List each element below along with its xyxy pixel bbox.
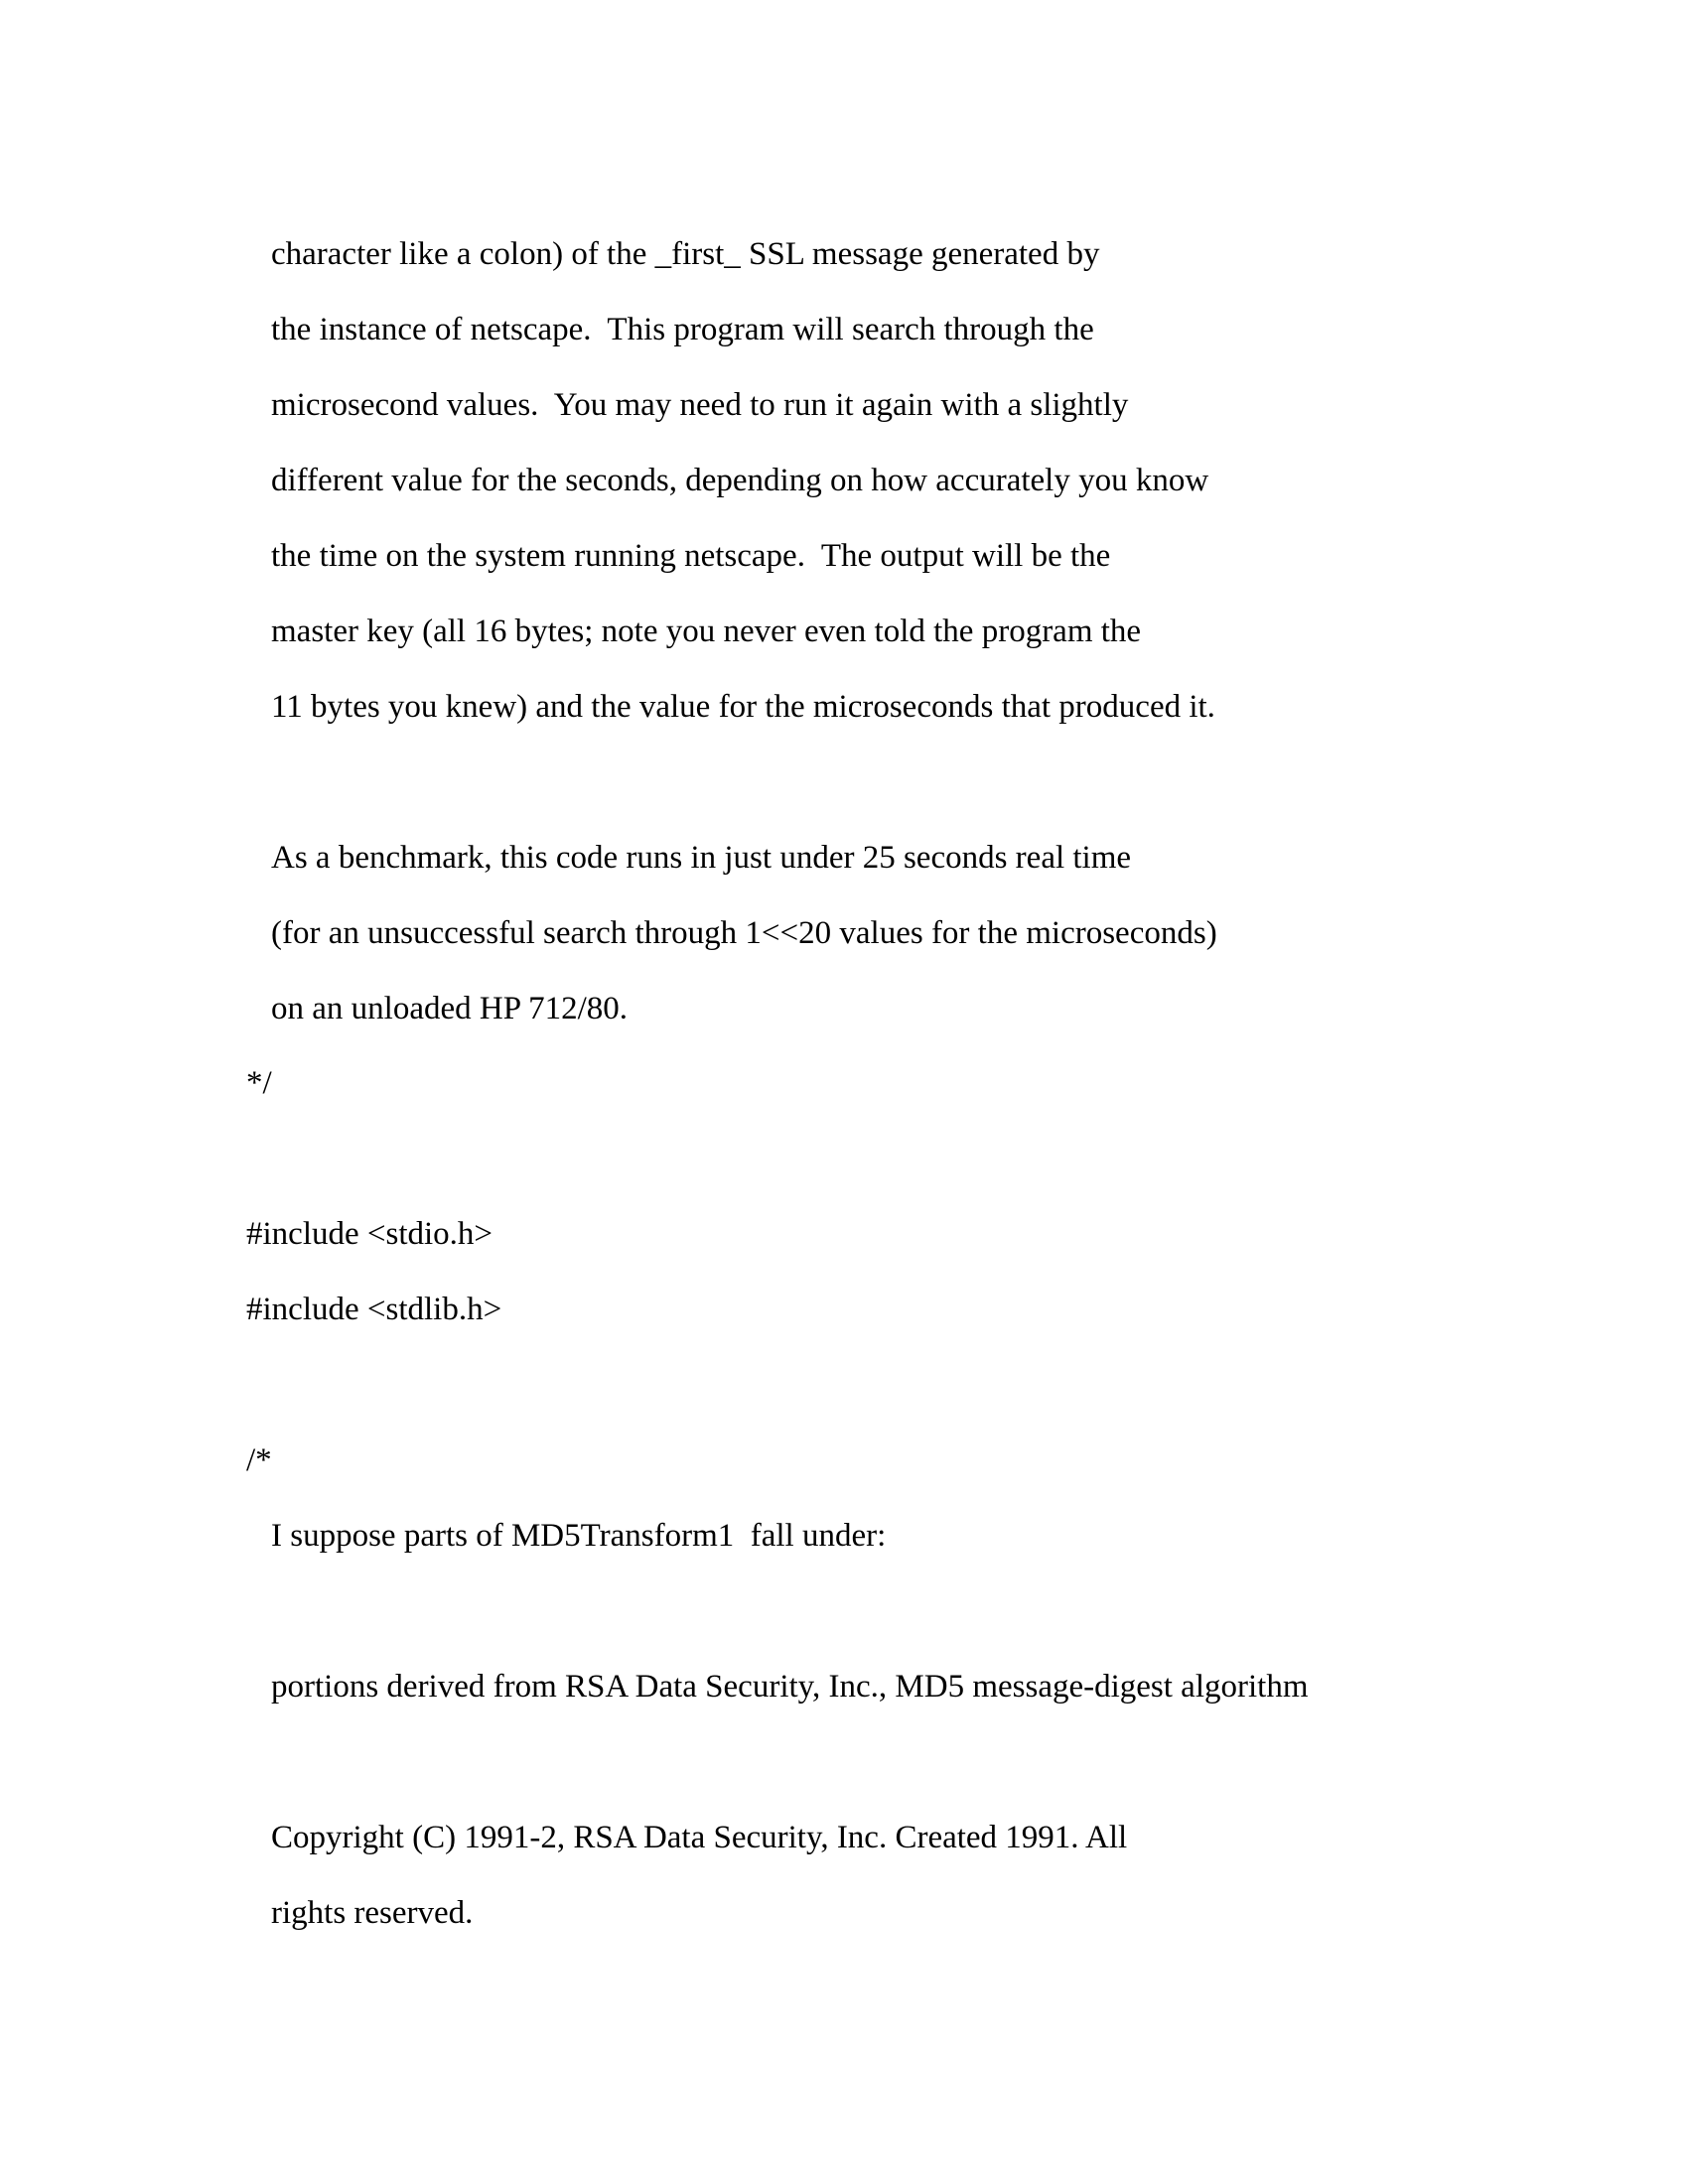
comment-body-line-1: character like a colon) of the _first_ SSL message generated by <box>271 236 1100 272</box>
benchmark-line-2: (for an unsuccessful search through 1<<20 values for the microseconds) <box>271 915 1217 951</box>
md5-note: I suppose parts of MD5Transform1 fall under: <box>271 1518 887 1554</box>
benchmark-line-3: on an unloaded HP 712/80. <box>271 991 628 1026</box>
copyright-line-2: rights reserved. <box>271 1895 474 1931</box>
include-stdlib: #include <stdlib.h> <box>246 1292 502 1327</box>
comment-body-line-3: microsecond values. You may need to run it again with a slightly <box>271 387 1129 423</box>
comment-open: /* <box>246 1442 272 1478</box>
rsa-notice: portions derived from RSA Data Security, Inc., MD5 message-digest algorithm <box>271 1669 1309 1705</box>
include-stdio: #include <stdio.h> <box>246 1216 493 1252</box>
comment-body-line-6: master key (all 16 bytes; note you never even told the program the <box>271 614 1142 649</box>
comment-close: */ <box>246 1065 272 1101</box>
comment-body-line-7: 11 bytes you knew) and the value for the microseconds that produced it. <box>271 689 1215 725</box>
benchmark-line-1: As a benchmark, this code runs in just under 25 seconds real time <box>271 840 1132 876</box>
copyright-line-1: Copyright (C) 1991-2, RSA Data Security, Inc. Created 1991. All <box>271 1820 1128 1855</box>
comment-body-line-2: the instance of netscape. This program will search through the <box>271 312 1094 347</box>
comment-body-line-4: different value for the seconds, depending on how accurately you know <box>271 463 1209 498</box>
comment-body-line-5: the time on the system running netscape. The output will be the <box>271 538 1111 574</box>
